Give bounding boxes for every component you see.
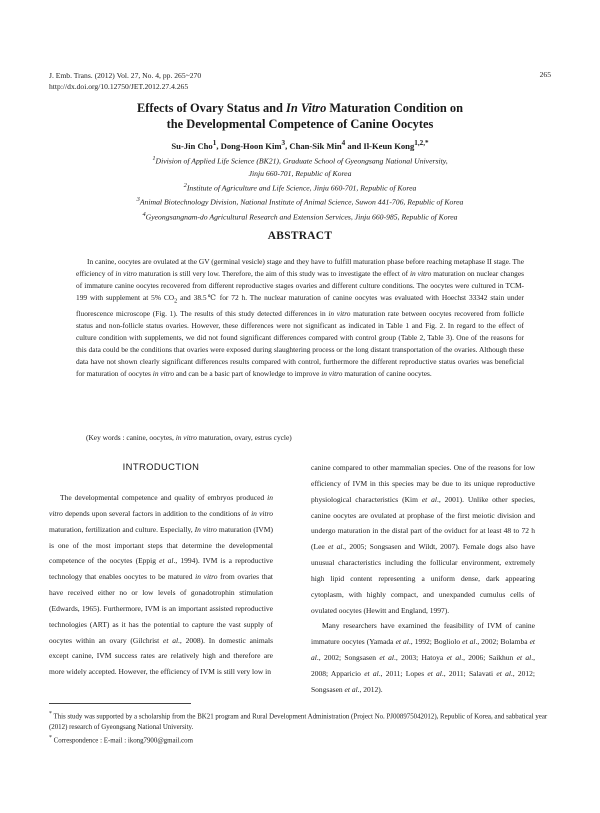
author: Su-Jin Cho$^1$	[171, 139, 217, 151]
journal-citation: J. Emb. Trans. (2012) Vol. 27, No. 4, pp. 265~270	[49, 71, 202, 80]
title-part: Effects of Ovary Status and	[137, 101, 287, 115]
footnote-divider	[49, 703, 191, 704]
affiliation-list	[40, 153, 560, 224]
abstract-body: In canine, oocytes are ovulated at the GV (germinal vesicle) stage and they have to fulfill maturation phase before reaching metaphase II stage. The efficiency of in vitro maturation is still very low. Therefore, the aim of this study was to investigate the effect of in vitro maturation on nuclear changes of immature canine oocytes recovered from different reproductive stages ovaries and different culture conditions. The oocytes were cultured in TCM-199 with supplement at 5% $CO_2$ and 38.5℃ for 72 h. The nuclear maturation of canine oocytes was evaluated with Hoechst 33342 stain under fluorescence microscope (Fig. 1). The results of this study detected differences in in vitro maturation rate between oocytes recovered from follicle status and non-follicle status ovaries. However, these differences were not significant as indicated in Table 1 and Fig. 2. In regard to the effect of culture condition with supplements, we did not found significant differences compared with control group (Table 2, Table 3). One of the reasons for this data could be the conditions that ovaries were exposed during slaughtering process or the long distant transportation of the ovaries. Although these data have not shown clearly significant differences results compared with control, furthermore the different reproductive status ovaries was beneficial for maturation of oocytes in vitro and can be a basic part of knowledge to improve in vitro maturation of canine oocytes.	[76, 257, 525, 379]
right-column	[311, 460, 535, 698]
doi-link[interactable]: http://dx.doi.org/10.12750/JET.2012.27.4.265	[49, 82, 189, 91]
affiliation: $^4$Gyeongsangnam-do Agricultural Research and Extension Services, Jinju 660-985, Republic of Korea	[142, 211, 458, 222]
title-part: Maturation Condition on	[326, 101, 463, 115]
author: Il-Keun Kong$^{1,2,*}$	[363, 139, 429, 151]
footnote-funding: * This study was supported by a scholarship from the BK21 program and Rural Development Administration (Project No. PJ008975042012), Republic of Korea, and sabbatical year (2012) research of Gyeongsang National University.	[49, 711, 548, 731]
affiliation: $^3$Animal Biotechnology Division, National Institute of Animal Science, Suwon 441-706, Republic of Korea	[136, 196, 464, 207]
paper-title	[40, 100, 560, 132]
title-line-2: the Developmental Competence of Canine Oocytes	[166, 117, 434, 131]
introduction-heading: INTRODUCTION	[122, 461, 200, 472]
title-italic: In Vitro	[286, 101, 327, 115]
page-number: 265	[539, 70, 551, 79]
author: Chan-Sik Min$^4$	[289, 139, 346, 151]
abstract-heading: ABSTRACT	[267, 230, 333, 242]
journal-header	[49, 70, 201, 92]
author: Dong-Hoon Kim$^3$	[220, 139, 286, 151]
affiliation: $^2$Institute of Agriculture and Life Science, Jinju 660-701, Republic of Korea	[183, 181, 417, 193]
paragraph: canine compared to other mammalian species. One of the reasons for low efficiency of IVM in this species may be due to its unique reproductive physiological characteristics (Kim et al., 2001). Unlike other species, canine oocytes are ovulated at prophase of the first meiotic division and undergo maturation in the distal part of the oviduct for at least 48 to 72 h (Lee et al., 2005; Songsasen and Wildt, 2007). Female dogs also have unusual characteristics including the follicular environment, extremely high lipid content representing a uniform dense, dark appearing cytoplasm, with highly compact, and unexpanded cumulus cells of ovulated oocytes (Hewitt and England, 1997).	[311, 463, 535, 615]
footnote-correspondence: * Correspondence : E-mail : ikong7900@gmail.com	[49, 735, 193, 745]
footnotes	[49, 709, 554, 747]
keywords: (Key words : canine, oocytes, in vitro maturation, ovary, estrus cycle)	[86, 433, 292, 442]
paragraph: Many researchers have examined the feasibility of IVM of canine immature oocytes (Yamada et al., 1992; Bogliolo et al., 2002; Bolamba et al., 2002; Songsasen et al., 2003; Hatoya et al., 2006; Saikhun et al., 2008; Apparicio et al., 2011; Lopes et al., 2011; Salavati et al., 2012; Songsasen et al., 2012).	[311, 621, 536, 694]
affiliation: $^1$Division of Applied Life Science (BK21), Graduate School of Gyeongsang National University,	[152, 155, 448, 166]
affiliation: Jinju 660-701, Republic of Korea	[248, 168, 352, 178]
left-column	[49, 460, 273, 680]
paragraph: The developmental competence and quality of embryos produced in vitro depends upon several factors in addition to the conditions of in vitro maturation, fertilization and culture. Especially, In vitro maturation (IVM) is one of the most important steps that determine the developmental competence of the oocytes (Eppig et al., 1994). IVM is a reproductive technology that enables oocytes to be matured in vitro from ovaries that have received either no or low levels of gonadotrophin stimulation (Edwards, 1965). Furthermore, IVM is an important assisted reproductive technologies (ART) as it has the potential to capture the vast supply of oocytes within an ovary (Gilchrist et al., 2008). In domestic animals except canine, IVM success rates are relatively high and therefore are more widely accepted. However, the efficiency of IVM is still very low in	[49, 493, 274, 677]
author-list: Su-Jin Cho$^1$, Dong-Hoon Kim$^3$, Chan-Sik Min$^4$ and Il-Keun Kong$^{1,2,*}$	[171, 139, 429, 151]
